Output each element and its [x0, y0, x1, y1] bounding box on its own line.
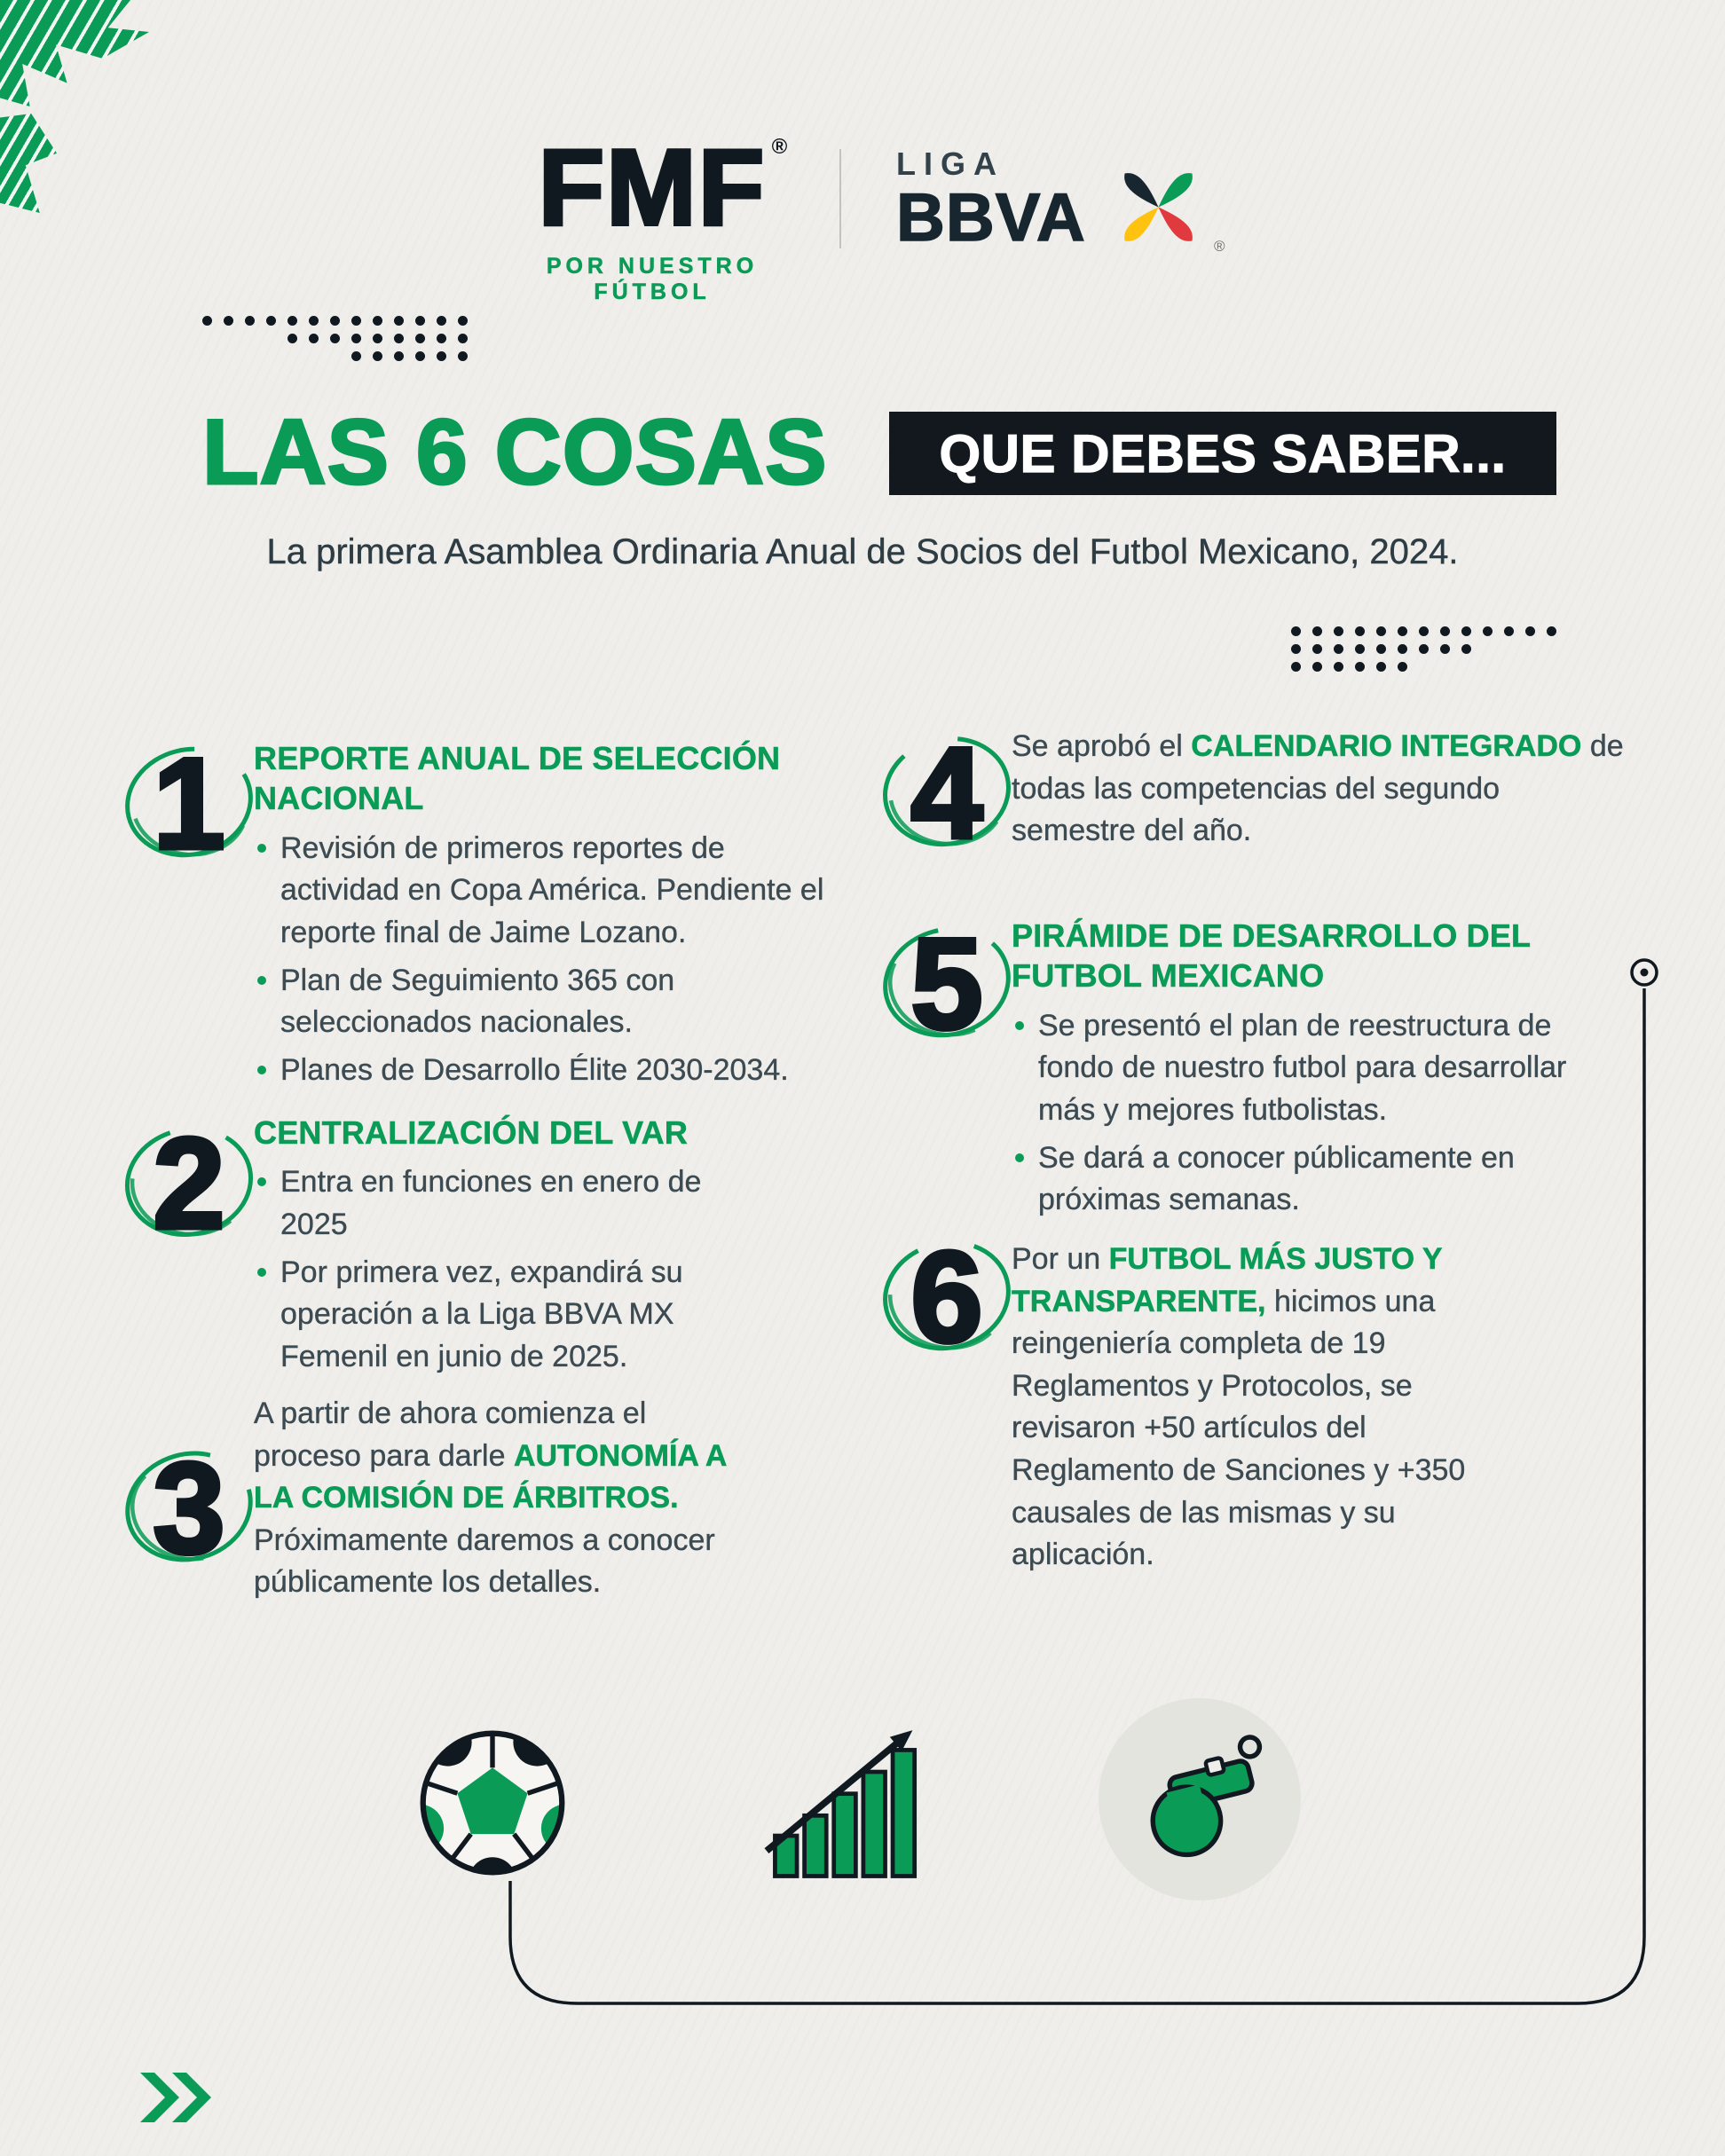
- item-3: [122, 1393, 779, 1604]
- logo-divider: [839, 149, 841, 248]
- item-5-heading: PIRÁMIDE DE DESARROLLO DEL FUTBOL MEXICANO: [1012, 917, 1531, 995]
- item-2-bullet: Por primera vez, expandirá su operación a la Liga BBVA MX Femenil en junio de 2025.: [254, 1252, 702, 1379]
- fmf-tagline: POR NUESTRO FÚTBOL: [546, 254, 759, 304]
- whistle-icon: [1099, 1698, 1301, 1900]
- double-chevron-icon: [140, 2073, 225, 2127]
- page-title: LAS 6 COSAS: [202, 401, 828, 504]
- item-6-text: Por un FUTBOL MÁS JUSTO Y TRANSPARENTE, hicimos una reingeniería completa de 19 Reglamentos y Protocolos, se revisaron +50 artículos del Reglamento de Sanciones y +350 causales de las mismas y su aplicación.: [1012, 1242, 1466, 1572]
- item-1: [122, 731, 850, 1097]
- item-6: [880, 1224, 1555, 1577]
- dots-decoration-left: [202, 316, 468, 361]
- item-1-number: 1: [153, 731, 225, 876]
- item-3-text: A partir de ahora comienza el proceso para darle AUTONOMÍA A LA COMISIÓN DE ÁRBITROS. Próximamente daremos a conocer públicamente los detalles.: [254, 1397, 727, 1600]
- fmf-logo: [484, 127, 821, 305]
- bbva-wordmark: BBVA: [896, 180, 1086, 256]
- item-5-number: 5: [910, 911, 983, 1056]
- item-1-bullet: Planes de Desarrollo Élite 2030-2034.: [254, 1050, 839, 1092]
- dots-decoration-right: [1291, 626, 1556, 672]
- item-2: [122, 1113, 815, 1383]
- item-1-heading: REPORTE ANUAL DE SELECCIÓN NACIONAL: [254, 740, 781, 817]
- item-1-bullet: Plan de Seguimiento 365 con seleccionados nacionales.: [254, 960, 839, 1044]
- item-5-number-badge: [880, 911, 1013, 1056]
- item-1-number-badge: [122, 731, 256, 876]
- item-6-number-badge: [880, 1224, 1013, 1369]
- registered-mark: ®: [1214, 238, 1225, 255]
- liga-label: LIGA: [896, 146, 1004, 182]
- item-3-number-badge: [122, 1436, 256, 1580]
- item-5: [880, 911, 1634, 1227]
- page-title-boxed: QUE DEBES SABER...: [889, 412, 1556, 495]
- item-6-number: 6: [910, 1224, 983, 1369]
- item-2-number-badge: [122, 1111, 256, 1255]
- item-5-bullet: Se dará a conocer públicamente en próximas semanas.: [1012, 1137, 1601, 1222]
- item-2-number: 2: [153, 1111, 225, 1255]
- liga-bbva-logo: [896, 146, 1086, 254]
- item-2-bullet: Entra en funciones en enero de 2025: [254, 1161, 702, 1246]
- item-4-number: 4: [910, 720, 983, 865]
- item-3-number: 3: [153, 1436, 225, 1580]
- liga-mx-ball-icon: [1107, 156, 1209, 263]
- fmf-wordmark: FMF ®: [538, 127, 790, 248]
- growth-bars-icon: [761, 1725, 930, 1889]
- item-2-heading: CENTRALIZACIÓN DEL VAR: [254, 1114, 689, 1151]
- page-subtitle: La primera Asamblea Ordinaria Anual de Socios del Futbol Mexicano, 2024.: [266, 532, 1459, 571]
- item-4-number-badge: [880, 720, 1013, 865]
- item-5-bullet: Se presentó el plan de reestructura de fondo de nuestro futbol para desarrollar más y mejores futbolistas.: [1012, 1005, 1601, 1132]
- item-1-bullet: Revisión de primeros reportes de actividad en Copa América. Pendiente el reporte final de Jaime Lozano.: [254, 828, 839, 955]
- item-4-text: Se aprobó el CALENDARIO INTEGRADO de todas las competencias del segundo semestre del año.: [1012, 729, 1624, 848]
- item-4: [880, 720, 1634, 865]
- registered-mark: ®: [771, 135, 790, 159]
- soccer-ball-icon: [413, 1723, 572, 1887]
